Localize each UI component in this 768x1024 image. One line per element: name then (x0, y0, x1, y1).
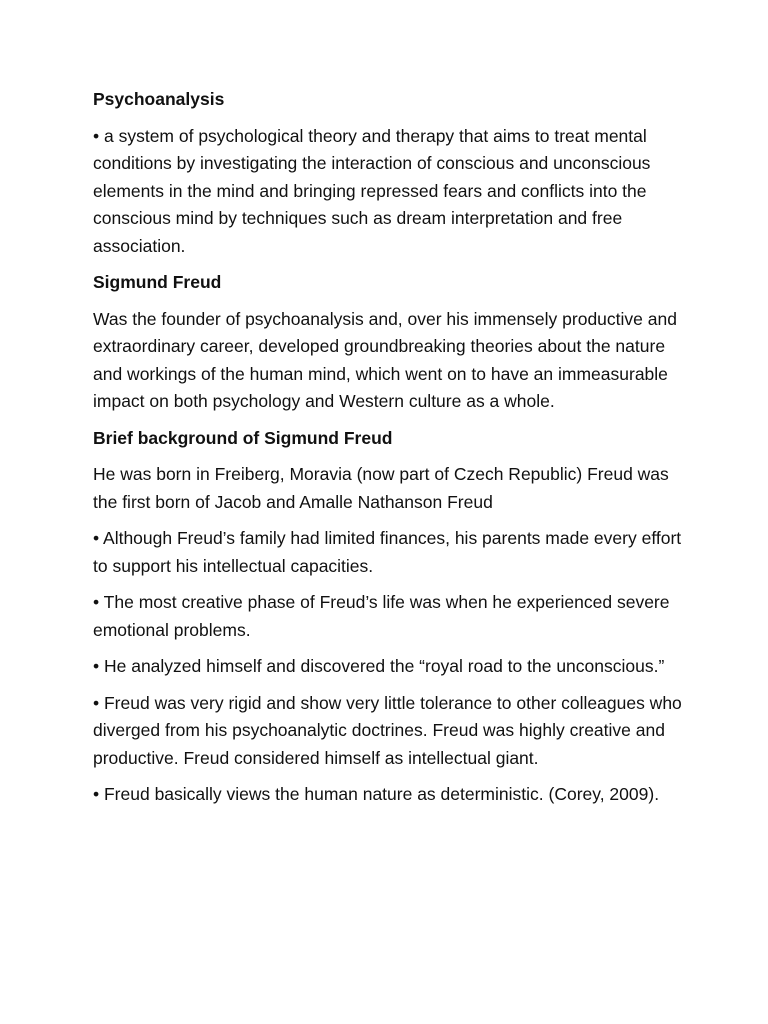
psychoanalysis-definition: • a system of psychological theory and therapy that aims to treat mental conditions by investigating the interaction of conscious and unconscious elements in the mind and bringing repressed fears and conflicts into the conscious mind by techniques such as dream interpretation and free association. (93, 125, 651, 256)
background-bullet-rigid: • Freud was very rigid and show very little tolerance to other colleagues who diverged from his psychoanalytic doctrines. Freud was highly creative and productive. Freud considered himself as intellectual giant. (93, 692, 682, 768)
document-page (93, 86, 683, 818)
background-bullet-finances: • Although Freud’s family had limited finances, his parents made every effort to support his intellectual capacities. (93, 528, 682, 576)
section-heading-brief-background: Brief background of Sigmund Freud (93, 427, 393, 448)
background-bullet-deterministic: • Freud basically views the human nature as deterministic. (Corey, 2009). (93, 784, 660, 804)
freud-description: Was the founder of psychoanalysis and, over his immensely productive and extraordinary career, developed groundbreaking theories about the nature and workings of the human mind, which went on to have an immeasurable impact on both psychology and Western culture as a whole. (93, 308, 677, 411)
background-bullet-creative-phase: • The most creative phase of Freud’s life was when he experienced severe emotional problems. (93, 592, 670, 640)
section-heading-psychoanalysis: Psychoanalysis (93, 89, 225, 109)
section-heading-sigmund-freud: Sigmund Freud (93, 272, 222, 292)
background-bullet-royal-road: • He analyzed himself and discovered the “royal road to the unconscious.” (93, 656, 665, 676)
background-birth: He was born in Freiberg, Moravia (now part of Czech Republic) Freud was the first born of Jacob and Amalle Nathanson Freud (93, 464, 669, 512)
